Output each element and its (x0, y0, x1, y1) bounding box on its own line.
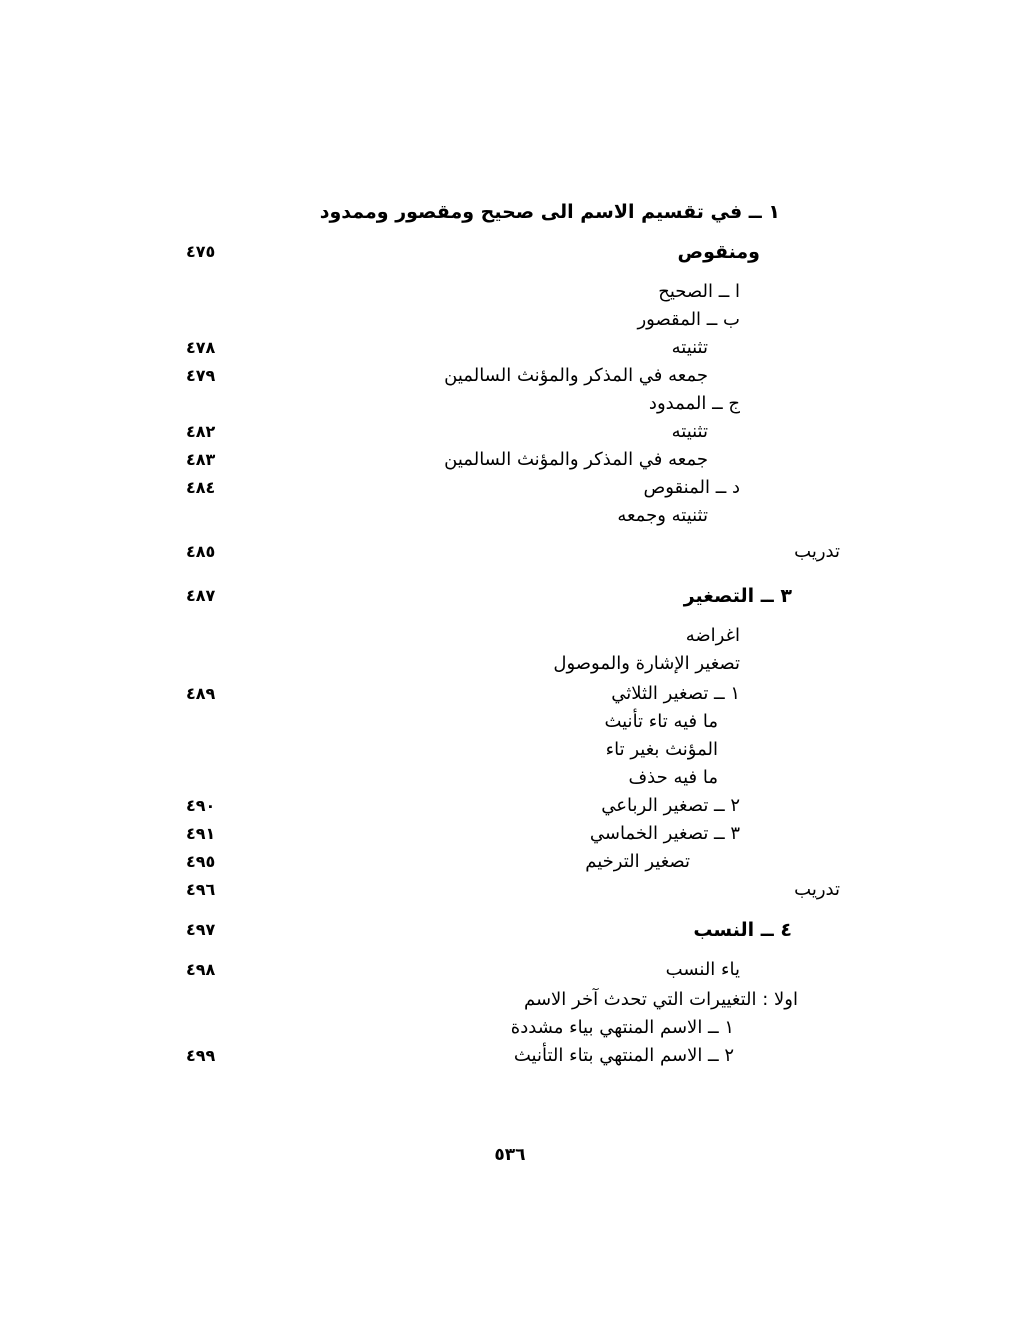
toc-entry-title: ١ ــ في تقسيم الاسم الى صحيح ومقصور وممدود (319, 201, 780, 223)
toc-entry-page: ٤٧٨ (186, 338, 216, 357)
toc-entry-title: اغراضه (685, 625, 740, 646)
toc-entry-title: تثنيته (671, 421, 708, 442)
toc-entry (0, 280, 1020, 310)
page-number: ٥٣٦ (494, 1145, 526, 1165)
toc-entry-page: ٤٨٢ (186, 422, 216, 441)
toc-entry-title: اولا : التغييرات التي تحدث آخر الاسم (523, 989, 798, 1010)
toc-entry (0, 1044, 1020, 1074)
toc-entry (0, 988, 1020, 1018)
toc-entry-page: ٤٩٩ (186, 1046, 216, 1065)
toc-entry-page: ٤٨٧ (186, 586, 216, 605)
toc-entry (0, 652, 1020, 682)
toc-entry-title: تثنيته وجمعه (617, 505, 708, 526)
toc-entry (0, 448, 1020, 478)
toc-entry-title: ياء النسب (665, 959, 740, 980)
toc-entry-title: تثنيته (671, 337, 708, 358)
toc-entry-page: ٤٨٤ (186, 478, 216, 497)
toc-entry-title: ٢ ــ الاسم المنتهي بتاء التأنيث (513, 1045, 734, 1066)
toc-entry (0, 766, 1020, 796)
toc-entry-title: ٣ ــ التصغير (683, 585, 792, 607)
toc-entry-page: ٤٨٥ (186, 542, 216, 561)
toc-entry-title: ٤ ــ النسب (693, 919, 792, 941)
toc-entry (0, 1016, 1020, 1046)
toc-entry (0, 476, 1020, 506)
toc-entry-title: ٣ ــ تصغير الخماسي (589, 823, 740, 844)
toc-entry-title: ومنقوص (677, 241, 760, 263)
toc-entry (0, 878, 1020, 908)
toc-entry-title: ١ ــ تصغير الثلاثي (611, 683, 740, 704)
toc-entry-page: ٤٩٠ (186, 796, 216, 815)
toc-entry (0, 794, 1020, 824)
toc-entry-title: ما فيه حذف (628, 767, 718, 788)
toc-entry-page: ٤٩٧ (186, 920, 216, 939)
toc-entry-page: ٤٨٣ (186, 450, 216, 469)
toc-entry-page: ٤٨٩ (186, 684, 216, 703)
toc-entry-page: ٤٩١ (186, 824, 216, 843)
toc-entry-page: ٤٧٩ (186, 366, 216, 385)
toc-entry-title: ما فيه تاء تأنيث (604, 711, 718, 732)
toc-entry-page: ٤٩٨ (186, 960, 216, 979)
toc-entry-page: ٤٧٥ (186, 242, 216, 261)
toc-entry (0, 336, 1020, 366)
toc-entry (0, 624, 1020, 654)
toc-entry (0, 584, 1020, 614)
toc-entry-title: تصغير الترخيم (585, 851, 690, 872)
toc-entry-title: ا ــ الصحيح (658, 281, 740, 302)
toc-entry-title: تدريب (794, 541, 840, 562)
toc-entry-title: ٢ ــ تصغير الرباعي (601, 795, 740, 816)
toc-entry (0, 364, 1020, 394)
toc-entry (0, 540, 1020, 570)
toc-entry-page: ٤٩٥ (186, 852, 216, 871)
toc-entry (0, 240, 1020, 270)
toc-entry-title: ج ــ الممدود (648, 393, 740, 414)
toc-entry-title: المؤنث بغير تاء (605, 739, 718, 760)
toc-entry (0, 420, 1020, 450)
toc-entry (0, 504, 1020, 534)
toc-entry-title: ب ــ المقصور (637, 309, 740, 330)
toc-entry-title: د ــ المنقوص (643, 477, 740, 498)
toc-entry (0, 738, 1020, 768)
toc-entry (0, 308, 1020, 338)
toc-entry-page: ٤٩٦ (186, 880, 216, 899)
toc-entry-title: تدريب (794, 879, 840, 900)
toc-entry (0, 200, 1020, 230)
toc-entry-title: ١ ــ الاسم المنتهي بياء مشددة (510, 1017, 734, 1038)
toc-entry (0, 958, 1020, 988)
toc-entry-title: جمعه في المذكر والمؤنث السالمين (444, 365, 708, 386)
toc-entry-title: تصغير الإشارة والموصول (553, 653, 740, 674)
toc-entry (0, 822, 1020, 852)
toc-entry (0, 392, 1020, 422)
toc-entry (0, 682, 1020, 712)
toc-entry (0, 850, 1020, 880)
toc-entry (0, 918, 1020, 948)
toc-entry-title: جمعه في المذكر والمؤنث السالمين (444, 449, 708, 470)
toc-entry (0, 710, 1020, 740)
